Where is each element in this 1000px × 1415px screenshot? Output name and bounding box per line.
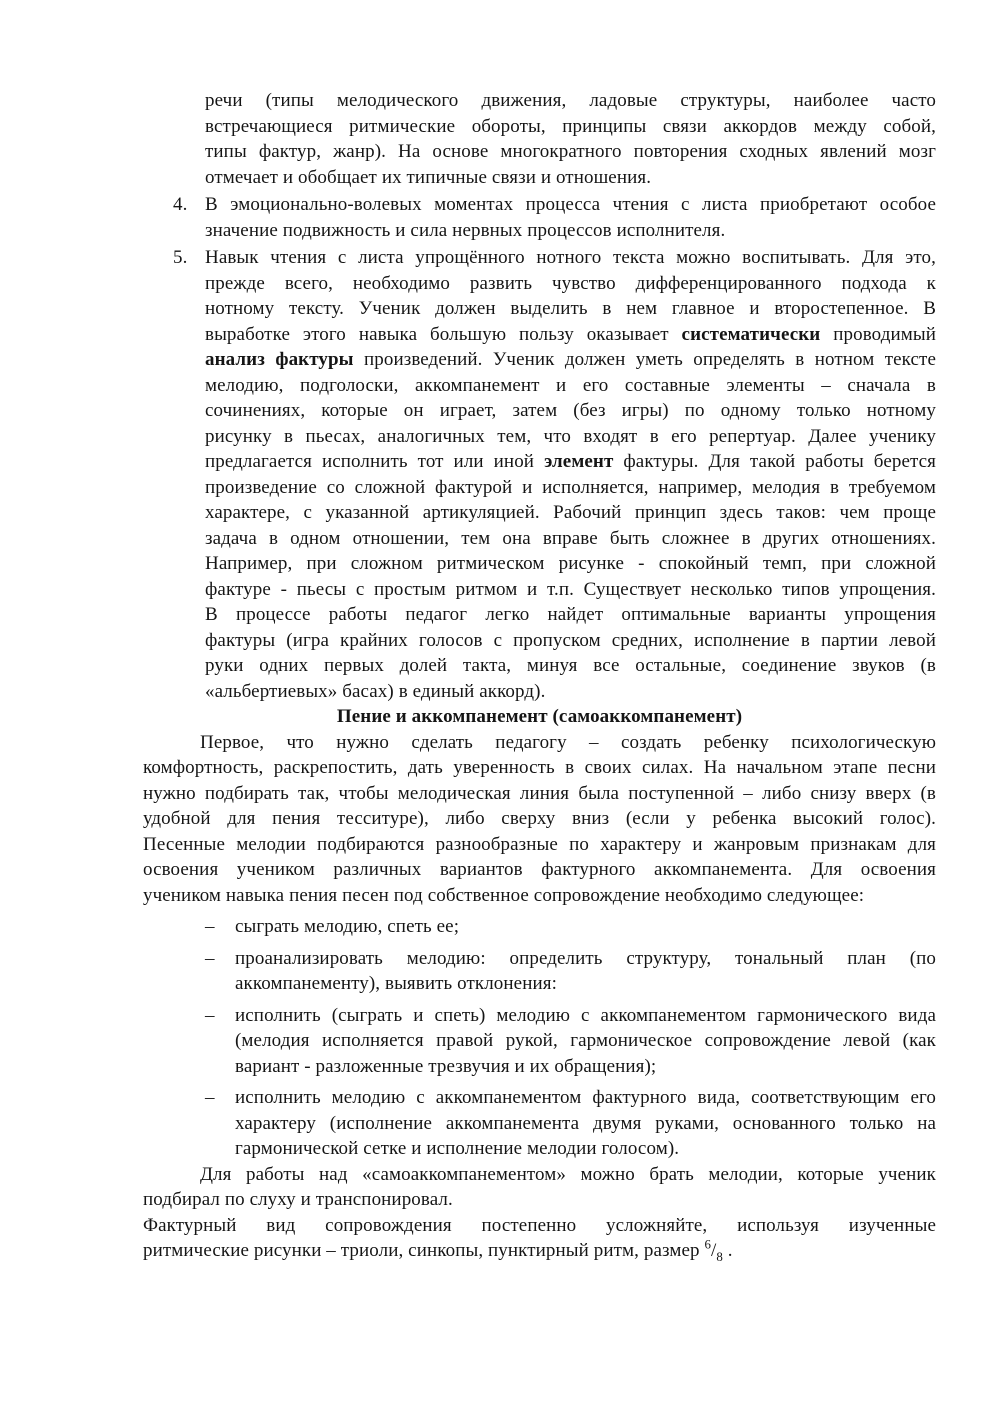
paragraph-fakturny-vid [143,1213,936,1264]
list-number-marker: 4. [173,194,188,215]
text-line: аккомпанементу), выявить отклонения: [235,973,557,994]
text-line: Для работы над «самоаккомпанементом» можно брать мелодии, которые ученик [200,1163,936,1185]
list-number-marker: 5. [173,247,188,268]
text-line: прежде всего, необходимо развить чувство дифференцированного подхода к [205,272,936,294]
text-line: В эмоционально-волевых моментах процесса чтения с листа приобретают особое [205,194,936,215]
text-line: отмечает и обобщает их типичные связи и отношения. [205,166,652,188]
text-line: речи (типы мелодического движения, ладовые структуры, наиболее часто [205,90,936,111]
dash-marker: – [205,947,215,969]
text-line: ритмические рисунки – триоли, синкопы, пунктирный ритм, размер $^6/_8$ . [143,1236,733,1264]
text-line: гармонической сетке и исполнение мелодии голосом). [235,1138,680,1159]
text-line: В процессе работы педагог легко найдет оптимальные варианты упрощения [205,604,936,625]
text-line: фактуры (игра крайних голосов с пропуском средних, исполнение в партии левой [205,629,936,651]
text-line: характеру (исполнение аккомпанемента двумя руками, основанного только на [235,1112,936,1134]
text-line: Фактурный вид сопровождения постепенно усложняйте, используя изученные [143,1214,936,1236]
text-line: исполнить мелодию с аккомпанементом фактурного вида, соответствующим его [235,1087,936,1108]
text-line: сочинениях, которые он играет, затем (без игры) по одному только нотному [205,400,936,421]
dash-marker: – [205,1087,215,1108]
list-item-3-continuation [143,88,936,190]
text-line: удобной для пения тесситуре), либо сверху вниз (если у ребенка высокий голос). [143,808,936,829]
document-text-block [143,88,936,1264]
text-line: значение подвижность и сила нервных процессов исполнителя. [205,219,726,241]
text-line: характере, с указанной артикуляцией. Рабочий принцип здесь таков: чем проще [205,502,936,523]
text-line: произведение со сложной фактурой и исполняется, например, мелодия в требуемом [205,476,936,498]
text-line: задача в одном отношении, тем она вправе быть сложнее в других отношениях. [205,527,936,549]
heading-text-line: Пение и аккомпанемент (самоаккомпанемент) [336,706,743,727]
text-line: комфортность, раскрепостить, дать уверенность в своих силах. На начальном этапе песни [143,757,936,778]
text-line: сыграть мелодию, спеть ее; [235,916,460,937]
text-line: (мелодия исполняется правой рукой, гармоническое сопровождение левой (как [235,1030,936,1051]
text-line: вариант - разложенные трезвучия и их обращения); [235,1055,657,1077]
dash-marker: – [205,1004,215,1026]
list-item-4 [143,192,936,243]
text-line: предлагается исполнить тот или иной элемент фактуры. Для такой работы берется [205,451,936,472]
text-line: руки одних первых долей такта, минуя все остальные, соединение звуков (в [205,655,936,676]
text-line: Например, при сложном ритмическом рисунке - спокойный темп, при сложной [205,553,936,574]
text-line: освоения учеником различных вариантов фактурного аккомпанемента. Для освоения [143,859,936,880]
text-line: «альбертиевых» басах) в единый аккорд). [205,680,546,702]
text-line: нотному тексту. Ученик должен выделить в нем главное и второстепенное. В [205,298,936,319]
text-line: анализ фактуры произведений. Ученик должен уметь определять в нотном тексте [205,349,936,370]
text-line: мелодию, подголоски, аккомпанемент и его составные элементы – сначала в [205,374,936,396]
text-line: подбирал по слуху и транспонировал. [143,1189,453,1210]
list-item-5 [143,245,936,704]
text-line: исполнить (сыграть и спеть) мелодию с аккомпанементом гармонического вида [235,1004,936,1026]
dash-item-2 [143,946,936,997]
dash-item-3 [143,1003,936,1080]
text-line: нужно подбирать так, чтобы мелодическая линия была поступенной – либо снизу вверх (в [143,782,936,804]
section-heading [143,704,936,730]
dash-item-4 [143,1085,936,1162]
dash-marker: – [205,916,215,937]
text-line: рисунку в пьесах, аналогичных тем, что входят в его репертуар. Далее ученику [205,425,936,447]
paragraph-intro [143,730,936,909]
text-line: типы фактур, жанр). На основе многократного повторения сходных явлений мозг [205,141,936,162]
text-line: Песенные мелодии подбираются разнообразные по характеру и жанровым признакам для [143,833,936,855]
text-line: выработке этого навыка большую пользу оказывает систематически проводимый [205,323,937,345]
text-line: учеником навыка пения песен под собственное сопровождение необходимо следующее: [143,884,865,906]
paragraph-samoakkompanement [143,1162,936,1213]
dash-item-1 [143,914,936,940]
text-line: встречающиеся ритмические обороты, принципы связи аккордов между собой, [205,115,936,137]
text-line: Навык чтения с листа упрощённого нотного текста можно воспитывать. Для это, [205,247,936,268]
text-line: Первое, что нужно сделать педагогу – создать ребенку психологическую [200,731,936,753]
text-line: проанализировать мелодию: определить структуру, тональный план (по [235,947,936,969]
text-line: фактуре - пьесы с простым ритмом и т.п. Существует несколько типов упрощения. [205,578,936,600]
